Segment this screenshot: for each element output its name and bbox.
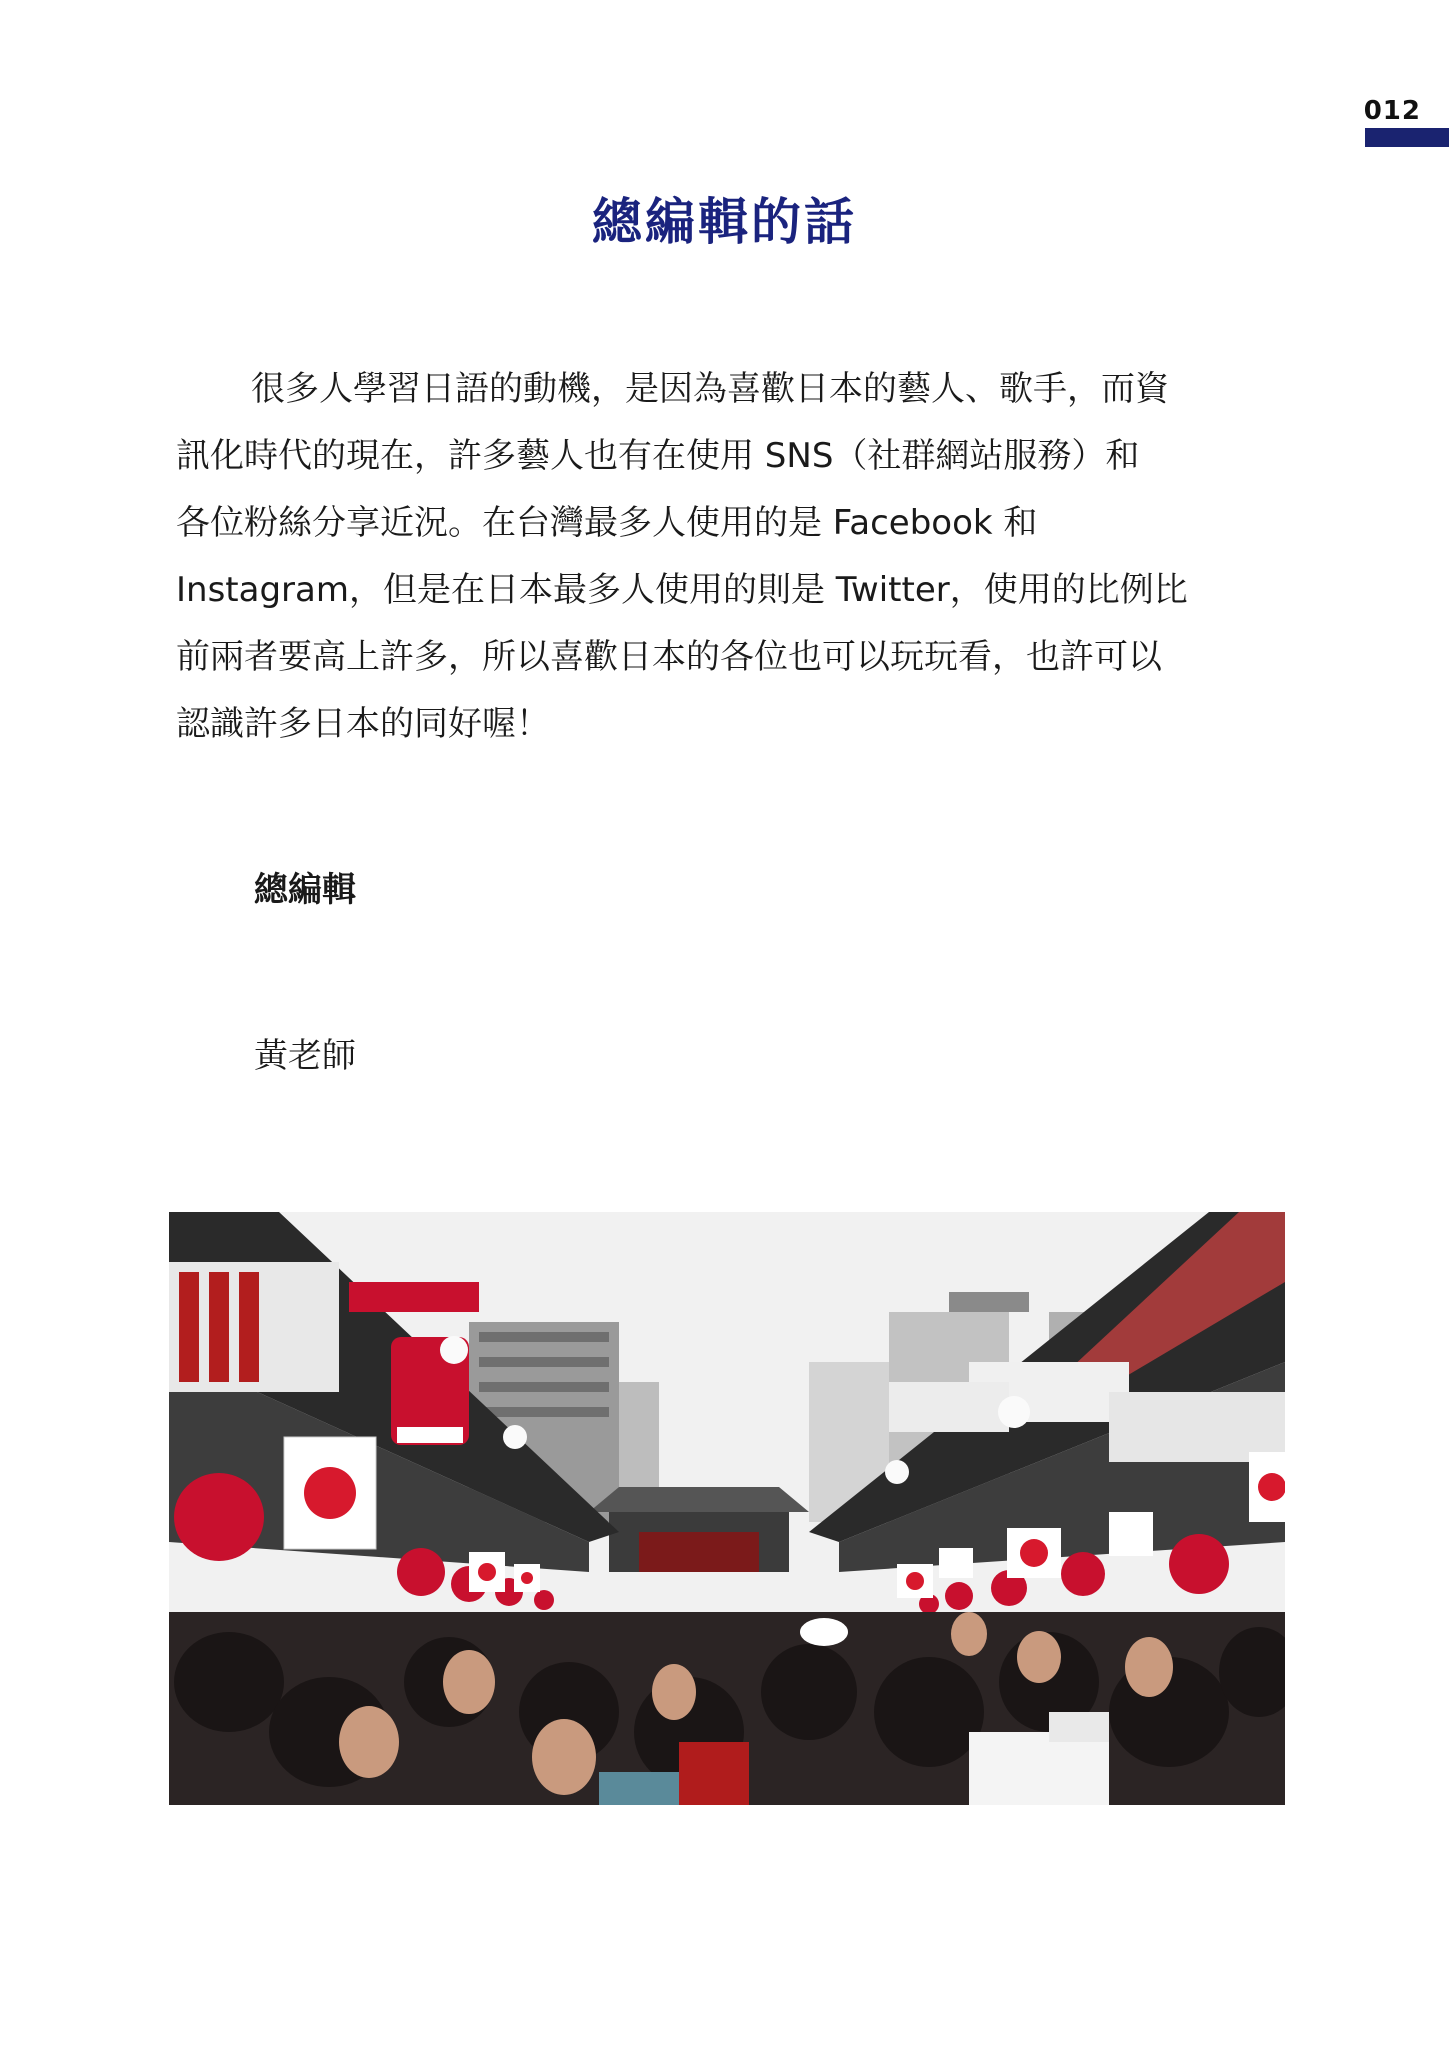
- article-line: Instagram，但是在日本最多人使用的則是 Twitter，使用的比例比: [176, 570, 1188, 610]
- article-line: 訊化時代的現在，許多藝人也有在使用 SNS（社群網站服務）和: [176, 436, 1140, 476]
- page-title: 總編輯的話: [592, 193, 857, 251]
- article-line: 各位粉絲分享近況。在台灣最多人使用的是 Facebook 和: [176, 503, 1038, 543]
- article-body: [176, 356, 1306, 758]
- article-line: 前兩者要高上許多，所以喜歡日本的各位也可以玩玩看，也許可以: [176, 637, 1162, 677]
- page-number: 012: [1363, 96, 1421, 126]
- editor-name: 黃老師: [254, 1036, 356, 1076]
- street-photo-illustration: [169, 1212, 1285, 1805]
- editor-label: 總編輯: [254, 870, 356, 910]
- street-photo: [169, 1212, 1285, 1805]
- article-line: 很多人學習日語的動機，是因為喜歡日本的藝人、歌手，而資: [251, 369, 1169, 409]
- page-number-bar: [1365, 128, 1449, 147]
- article-line: 認識許多日本的同好喔！: [176, 704, 550, 744]
